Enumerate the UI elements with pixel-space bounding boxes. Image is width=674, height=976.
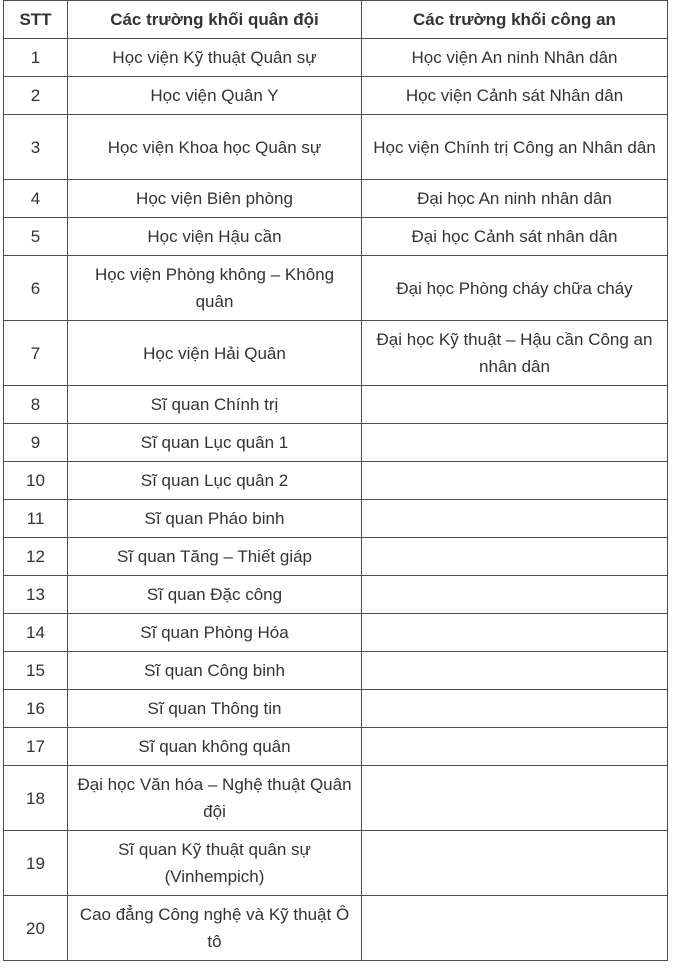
cell-military: Sĩ quan Pháo binh <box>68 500 362 538</box>
cell-police: Đại học Kỹ thuật – Hậu cần Công an nhân dân <box>362 321 668 386</box>
table-row <box>4 256 668 321</box>
table-row <box>4 462 668 500</box>
table-row <box>4 115 668 180</box>
cell-police <box>362 614 668 652</box>
table-row <box>4 690 668 728</box>
cell-stt: 13 <box>4 576 68 614</box>
table-row <box>4 766 668 831</box>
table-row <box>4 538 668 576</box>
table-row <box>4 614 668 652</box>
table-row <box>4 77 668 115</box>
cell-police <box>362 652 668 690</box>
cell-military: Sĩ quan Kỹ thuật quân sự (Vinhempich) <box>68 831 362 896</box>
cell-stt: 5 <box>4 218 68 256</box>
cell-military: Học viện Phòng không – Không quân <box>68 256 362 321</box>
table-row <box>4 500 668 538</box>
table-row <box>4 576 668 614</box>
cell-military: Sĩ quan Tăng – Thiết giáp <box>68 538 362 576</box>
cell-stt: 17 <box>4 728 68 766</box>
cell-military: Sĩ quan Phòng Hóa <box>68 614 362 652</box>
header-stt: STT <box>4 1 68 39</box>
cell-stt: 18 <box>4 766 68 831</box>
cell-police <box>362 690 668 728</box>
cell-police <box>362 462 668 500</box>
cell-police <box>362 386 668 424</box>
cell-military: Sĩ quan Lục quân 1 <box>68 424 362 462</box>
cell-military: Học viện Quân Y <box>68 77 362 115</box>
cell-police <box>362 728 668 766</box>
header-row <box>4 1 668 39</box>
cell-military: Cao đẳng Công nghệ và Kỹ thuật Ô tô <box>68 896 362 961</box>
cell-stt: 10 <box>4 462 68 500</box>
cell-military: Sĩ quan Đặc công <box>68 576 362 614</box>
cell-police: Đại học Cảnh sát nhân dân <box>362 218 668 256</box>
cell-military: Sĩ quan không quân <box>68 728 362 766</box>
cell-police: Đại học Phòng cháy chữa cháy <box>362 256 668 321</box>
table-row <box>4 386 668 424</box>
table-row <box>4 652 668 690</box>
table-row <box>4 39 668 77</box>
cell-police <box>362 500 668 538</box>
cell-police: Học viện An ninh Nhân dân <box>362 39 668 77</box>
cell-police <box>362 424 668 462</box>
cell-military: Học viện Hải Quân <box>68 321 362 386</box>
table-row <box>4 728 668 766</box>
cell-police: Đại học An ninh nhân dân <box>362 180 668 218</box>
cell-stt: 19 <box>4 831 68 896</box>
header-military: Các trường khối quân đội <box>68 1 362 39</box>
table-row <box>4 896 668 961</box>
cell-stt: 3 <box>4 115 68 180</box>
table-row <box>4 218 668 256</box>
cell-military: Học viện Khoa học Quân sự <box>68 115 362 180</box>
cell-military: Sĩ quan Chính trị <box>68 386 362 424</box>
cell-stt: 11 <box>4 500 68 538</box>
cell-stt: 1 <box>4 39 68 77</box>
cell-stt: 9 <box>4 424 68 462</box>
cell-police <box>362 831 668 896</box>
cell-police <box>362 896 668 961</box>
cell-police <box>362 576 668 614</box>
cell-stt: 16 <box>4 690 68 728</box>
cell-police <box>362 766 668 831</box>
cell-military: Học viện Hậu cần <box>68 218 362 256</box>
table-row <box>4 180 668 218</box>
cell-stt: 8 <box>4 386 68 424</box>
cell-military: Đại học Văn hóa – Nghệ thuật Quân đội <box>68 766 362 831</box>
cell-police <box>362 538 668 576</box>
table-row <box>4 321 668 386</box>
cell-stt: 2 <box>4 77 68 115</box>
cell-police: Học viện Chính trị Công an Nhân dân <box>362 115 668 180</box>
cell-military: Sĩ quan Thông tin <box>68 690 362 728</box>
cell-stt: 20 <box>4 896 68 961</box>
schools-table <box>3 0 668 961</box>
cell-stt: 14 <box>4 614 68 652</box>
cell-stt: 6 <box>4 256 68 321</box>
header-police: Các trường khối công an <box>362 1 668 39</box>
cell-stt: 4 <box>4 180 68 218</box>
cell-stt: 12 <box>4 538 68 576</box>
cell-military: Học viện Kỹ thuật Quân sự <box>68 39 362 77</box>
cell-military: Sĩ quan Lục quân 2 <box>68 462 362 500</box>
cell-military: Sĩ quan Công binh <box>68 652 362 690</box>
table-row <box>4 424 668 462</box>
cell-stt: 15 <box>4 652 68 690</box>
cell-stt: 7 <box>4 321 68 386</box>
cell-police: Học viện Cảnh sát Nhân dân <box>362 77 668 115</box>
table-row <box>4 831 668 896</box>
cell-military: Học viện Biên phòng <box>68 180 362 218</box>
